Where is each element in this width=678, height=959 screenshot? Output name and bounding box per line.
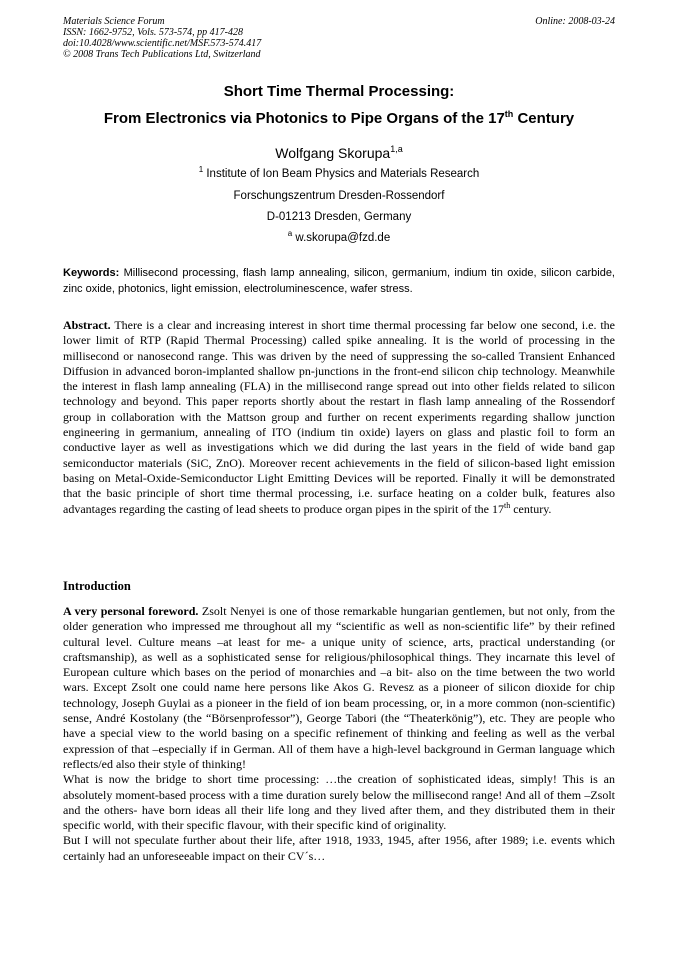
affiliation-institute-text: Institute of Ion Beam Physics and Materials Research: [203, 168, 480, 180]
title-end: Century: [513, 110, 575, 127]
foreword-text: Zsolt Nenyei is one of those remarkable hungarian gentlemen, but not only, from the older generation who impressed me throughout all my “scientific as well as non-scientific life” by their refined cultural level. Culture means –at least for me- a unique unity of science, arts, practical understanding (or craftsmanship), as well as a sophisticated sense for religious/philosophical things. They incarnate this level of European culture which bases on the period of monarchies and –a bit- also on the time between the two world wars. Except Zsolt one could name here persons like Akos G. Revesz as a pioneer of silicon dioxide for chip technology, Joseph Guylai as a pioneer in the field of ion beam processing, or, in a more common (non-scientific) sense, André Kostolany (the “Börsenprofessor”), George Tabori (the “Theaterkönig”), etc. They are people who have a special view to the world basing on a specific refinement of thinking and feeling as well as the verbal expression of that –especially if in German. All of them have a high-level background in German language which reflects/ed also their style of thinking!: [63, 604, 615, 771]
journal-name: Materials Science Forum: [63, 16, 165, 27]
affiliation-center: Forschungszentrum Dresden-Rossendorf: [233, 190, 445, 202]
abstract-text: There is a clear and increasing interest in short time thermal processing far below one second, i.e. the lower limit of RTP (Rapid Thermal Processing) called spike annealing. It is the world of processing in the millisecond or nanosecond range. This was driven by the need of suppressing the so-called Transient Enhanced Diffusion in advanced boron-implanted shallow pn-junctions in the front-end silicon chip technology. Meanwhile the interest in flash lamp annealing (FLA) in the millisecond range spread out into other fields related to silicon technology and beyond. This paper reports shortly about the restart in flash lamp annealing of the Rossendorf group in collaboration with the Mattson group and further on recent experiments regarding shallow junction engineering in germanium, annealing of ITO (indium tin oxide) layers on glass and plastic foil to form an conductive layer as well as investigations which we did during the last years in the field of wide band gap semiconductor materials (SiC, ZnO). Moreover recent achievements in the field of silicon-based light emission basing on Metal-Oxide-Semiconductor Light Emitting Devices will be reported. Finally it will be demonstrated that the basic principle of short time thermal processing, i.e. surface heating on a colder bulk, features also advantages regarding the casting of lead sheets to produce organ pipes in the spirit of the 17: [63, 318, 615, 516]
title-text: From Electronics via Photonics to Pipe Organs of the 17: [103, 110, 505, 127]
intro-paragraph-3: But I will not speculate further about their life, after 1918, 1933, 1945, after 1956, after 1989; i.e. events which certainly had an unforeseeable impact on their CV´s…: [63, 833, 615, 863]
abstract-section: [63, 318, 615, 517]
issn-line: ISSN: 1662-9752, Vols. 573-574, pp 417-428: [63, 27, 243, 38]
journal-header: [63, 16, 615, 60]
keywords-label: Keywords:: [63, 267, 120, 279]
abstract-paragraph: [63, 318, 615, 517]
email-superscript: a: [287, 229, 293, 238]
intro-paragraph-1: [63, 604, 615, 772]
author-name: Wolfgang Skorupa: [275, 145, 391, 161]
doi-line: doi:10.4028/www.scientific.net/MSF.573-574.417: [63, 38, 262, 49]
author-superscript: 1,a: [390, 144, 403, 154]
paper-title-line2: [30, 110, 648, 128]
author-line: [30, 145, 648, 162]
intro-paragraph-2: What is now the bridge to short time processing: …the creation of sophisticated ideas, simply! This is an absolutely moment-based process with a time duration surely below the millisecond range! And all of them –Zsolt and the others- have born ideas all their life long and they lived after them, and they distributed them in their specific world, with their specific flavour, with their specific kind of originality.: [63, 772, 615, 833]
keywords-text: Millisecond processing, flash lamp annealing, silicon, germanium, indium tin oxide, silicon carbide, zinc oxide, photonics, light emission, electroluminescence, wafer stress.: [63, 267, 615, 295]
affiliation-email: [30, 231, 648, 245]
online-date: Online: 2008-03-24: [535, 16, 615, 27]
affiliation-institute: [30, 167, 648, 181]
abstract-end: century.: [510, 501, 552, 516]
title-superscript: th: [504, 109, 514, 119]
keywords-paragraph: [63, 266, 615, 297]
abstract-superscript: th: [503, 500, 511, 510]
introduction-section: [63, 604, 615, 864]
paper-title-line1: Short Time Thermal Processing:: [223, 83, 455, 100]
email-address: w.skorupa@fzd.de: [292, 232, 391, 244]
abstract-label: Abstract.: [63, 318, 111, 332]
foreword-label: A very personal foreword.: [63, 604, 199, 618]
affiliation-address: D-01213 Dresden, Germany: [266, 211, 412, 223]
introduction-heading: Introduction: [63, 579, 131, 593]
affiliation-superscript: 1: [198, 165, 204, 174]
copyright-line: © 2008 Trans Tech Publications Ltd, Switzerland: [63, 49, 261, 60]
